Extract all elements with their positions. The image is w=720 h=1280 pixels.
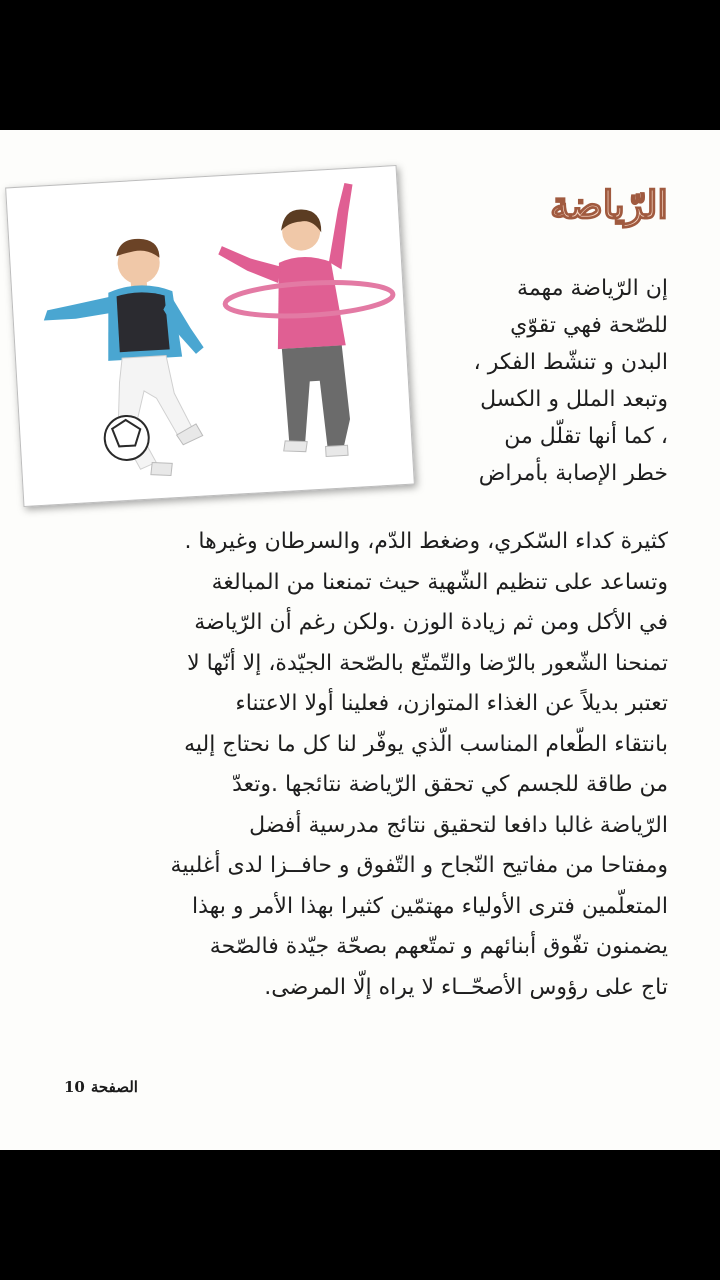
intro-line: للصّحة فهي تقوّي <box>510 313 668 338</box>
body-line: تاج على رؤوس الأصحّــاء لا يراه إلّا المرضى. <box>264 974 668 1000</box>
body-line: من طاقة للجسم كي تحقق الرّياضة نتائجها .وتعدّ <box>232 772 668 797</box>
body-line: يضمنون تفّوق أبنائهم و تمتّعهم بصحّة جيّدة فالصّحة <box>209 934 668 959</box>
document-page <box>0 130 720 1150</box>
body-paragraph <box>28 522 668 1008</box>
body-line: الرّياضة غالبا دافعا لتحقيق نتائج مدرسية أفضل <box>249 812 668 838</box>
intro-paragraph <box>418 270 668 492</box>
intro-line: خطر الإصابة بأمراض <box>478 461 668 486</box>
body-line: المتعلّمين فترى الأولياء مهتمّين كثيرا بهذا الأمر و بهذا <box>191 893 668 919</box>
body-line: بانتقاء الطّعام المناسب الّذي يوفّر لنا كل ما نحتاج إليه <box>184 731 668 757</box>
page-label: الصفحة <box>90 1078 138 1096</box>
boy-figure <box>39 235 210 482</box>
intro-line: البدن و تنشّط الفكر ، <box>473 350 668 375</box>
body-line: كثيرة كداء السّكري، وضغط الدّم، والسرطان وغيرها . <box>184 529 668 554</box>
page-number <box>64 1078 138 1096</box>
body-line: في الأكل ومن ثم زيادة الوزن .ولكن رغم أن الرّياضة <box>194 610 668 635</box>
body-line: تمنحنا الشّعور بالرّضا والتّمتّع بالصّحة الجيّدة، إلا أنّها لا <box>187 650 668 676</box>
intro-line: ، كما أنها تقلّل من <box>504 424 668 449</box>
body-line: تعتبر بديلاً عن الغذاء المتوازن، فعلينا أولا الاعتناء <box>235 691 668 716</box>
top-black-bar <box>0 0 720 130</box>
body-line: ومفتاحا من مفاتيح النّجاح و التّفوق و حافــزا لدى أغلبية <box>170 853 668 878</box>
page-title: الرّياضة <box>550 182 668 227</box>
bottom-black-bar <box>0 1150 720 1280</box>
girl-figure <box>215 181 402 462</box>
kids-sports-photo <box>5 165 415 507</box>
page-number-value: 10 <box>64 1078 85 1096</box>
intro-line: إن الرّياضة مهمة <box>517 276 668 301</box>
body-line: وتساعد على تنظيم الشّهية حيث تمنعنا من المبالغة <box>211 569 668 595</box>
intro-line: وتبعد الملل و الكسل <box>480 387 668 412</box>
